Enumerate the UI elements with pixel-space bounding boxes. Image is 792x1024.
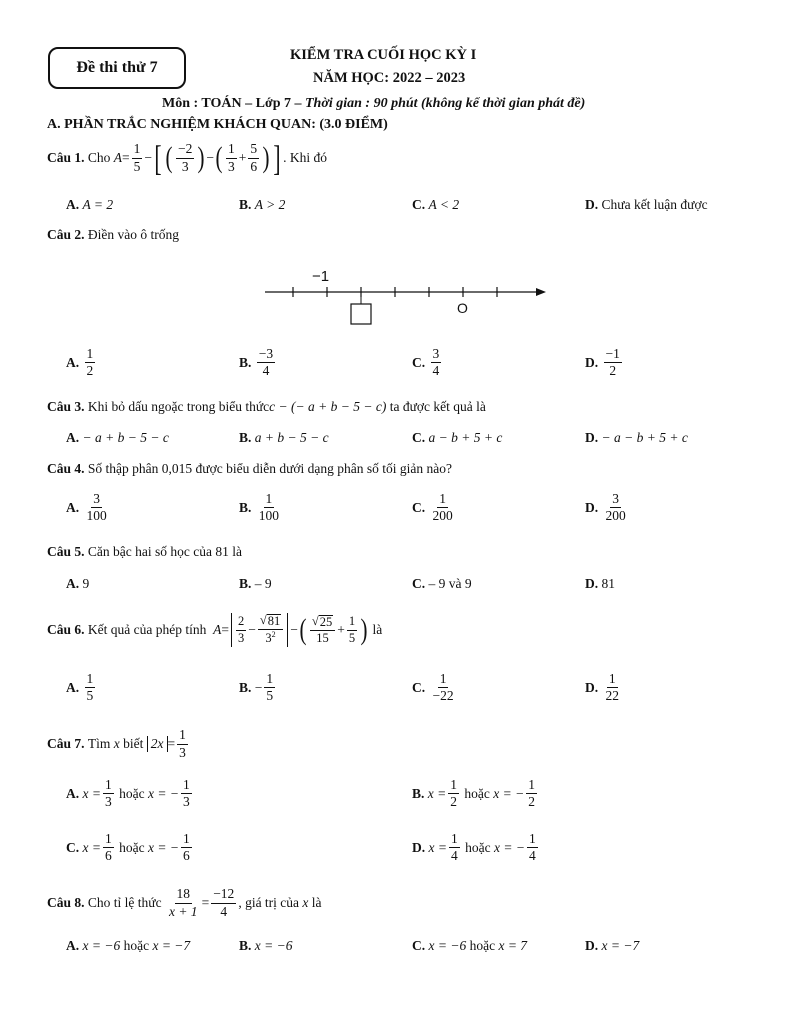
q2-option-c[interactable]: C. $\frac{3}{4}$: [412, 346, 440, 379]
math-var: A: [113, 150, 123, 165]
question-label: Câu 6.: [47, 622, 85, 637]
question-2: [47, 227, 179, 243]
q6-option-b[interactable]: B. − $\frac{1}{5}$: [239, 671, 274, 704]
q7-option-d[interactable]: D. x = $\frac{1}{4}$ hoặc x = − $\frac{1}{4}$: [412, 831, 536, 864]
q4-option-a[interactable]: A. $\frac{3}{100}$: [66, 491, 107, 524]
question-text-end: ta được kết quả là: [389, 399, 486, 414]
question-label: Câu 3.: [47, 399, 85, 414]
question-label: Câu 5.: [47, 544, 85, 559]
q1-option-d[interactable]: D. Chưa kết luận được: [585, 197, 708, 212]
question-text-end: là: [372, 622, 383, 637]
question-label: Câu 2.: [47, 227, 85, 242]
q7-option-c[interactable]: C. x = $\frac{1}{6}$ hoặc x = − $\frac{1}{6}$: [66, 831, 190, 864]
subject: Môn : TOÁN – Lớp 7 –: [162, 96, 305, 111]
q4-option-b[interactable]: B. $\frac{1}{100}$: [239, 491, 280, 524]
question-7: Câu 7. Tìm x biết 2x = $\frac{1}{3}$: [47, 727, 186, 760]
minus-one-label: −1: [312, 268, 330, 285]
q8-option-d[interactable]: D. x = −7: [585, 938, 640, 953]
section-title: A. PHẦN TRẮC NGHIỆM KHÁCH QUAN: (3.0 ĐIỂM): [47, 117, 388, 132]
q6-option-a[interactable]: A. $\frac{1}{5}$: [66, 671, 94, 704]
q3-option-c[interactable]: C. a − b + 5 + c: [412, 430, 503, 445]
q8-option-c[interactable]: C. x = −6 hoặc x = 7: [412, 938, 528, 953]
q5-option-b[interactable]: B. – 9: [239, 576, 272, 591]
exam-year: NĂM HỌC: 2022 – 2023: [313, 70, 466, 86]
question-6: Câu 6. Kết quả của phép tính A = $\frac{2}{3}$ − √ 81 $3^2$ − ( √ 25 15 + $\frac{1}{5}$ ) là: [47, 613, 383, 646]
exam-title: KIỂM TRA CUỐI HỌC KỲ I: [290, 47, 477, 63]
q5-option-d[interactable]: D. 81: [585, 576, 615, 591]
q6-option-c[interactable]: C. $\frac{1}{-22}$: [412, 671, 454, 704]
q1-option-b[interactable]: B. A > 2: [239, 197, 286, 212]
question-text: Kết quả của phép tính: [87, 622, 207, 637]
fraction: $\frac{1}{5}$: [133, 141, 141, 174]
q8-option-b[interactable]: B. x = −6: [239, 938, 293, 953]
exam-badge: Đề thi thử 7: [48, 47, 186, 89]
q5-option-c[interactable]: C. – 9 và 9: [412, 576, 472, 591]
q7-option-b[interactable]: B. x = $\frac{1}{2}$ hoặc x = − $\frac{1}{2}$: [412, 777, 535, 810]
q5-option-a[interactable]: A. 9: [66, 576, 90, 591]
q4-option-d[interactable]: D. $\frac{3}{200}$: [585, 491, 626, 524]
q8-option-a[interactable]: A. x = −6 hoặc x = −7: [66, 938, 191, 953]
question-8: Câu 8. Cho tỉ lệ thức $\frac{18}{x + 1}$ = $\frac{-12}{4}$ , giá trị của x là: [47, 886, 322, 919]
fraction: $\frac{5}{6}$: [250, 141, 258, 174]
q7-option-a[interactable]: A. x = $\frac{1}{3}$ hoặc x = − $\frac{1}{3}$: [66, 777, 190, 810]
fraction: $\frac{-2}{3}$: [178, 141, 193, 174]
q1-option-a[interactable]: A. A = 2: [66, 197, 114, 212]
number-line-figure: [260, 262, 560, 332]
question-1: Câu 1. Cho A = $\frac{1}{5}$ − [ ( $\frac{-2}{3}$ ) − ( $\frac{1}{3}$ + $\frac{5}{6}$ ) ] . Khi đó: [47, 138, 328, 178]
q3-option-a[interactable]: A. − a + b − 5 − c: [66, 430, 169, 445]
q2-option-d[interactable]: D. $\frac{-1}{2}$: [585, 346, 620, 379]
q3-option-b[interactable]: B. a + b − 5 − c: [239, 430, 329, 445]
question-5: [47, 544, 242, 560]
exam-subject-line: [162, 96, 585, 112]
q6-option-d[interactable]: D. $\frac{1}{22}$: [585, 671, 619, 704]
q2-option-a[interactable]: A. $\frac{1}{2}$: [66, 346, 94, 379]
math-eq: =: [122, 150, 130, 165]
q3-option-d[interactable]: D. − a − b + 5 + c: [585, 430, 688, 445]
origin-label: O: [457, 300, 468, 316]
question-label: Câu 8.: [47, 895, 85, 910]
fraction: $\frac{1}{3}$: [228, 141, 235, 174]
question-text: Số thập phân 0,015 được biểu diễn dưới dạng phân số tối giản nào?: [87, 461, 452, 476]
q4-option-c[interactable]: C. $\frac{1}{200}$: [412, 491, 453, 524]
question-text-end: . Khi đó: [283, 150, 328, 165]
question-label: Câu 4.: [47, 461, 85, 476]
question-text: Căn bậc hai số học của 81 là: [87, 544, 242, 559]
time-limit: Thời gian : 90 phút (không kể thời gian phát đề): [304, 96, 586, 111]
axis-arrow: [536, 288, 546, 296]
q2-option-b[interactable]: B. $\frac{-3}{4}$: [239, 346, 274, 379]
question-label: Câu 1.: [47, 150, 85, 165]
question-3: [47, 399, 486, 415]
question-text: Khi bỏ dấu ngoặc trong biểu thức: [87, 399, 270, 414]
question-label: Câu 7.: [47, 736, 85, 751]
blank-box[interactable]: [351, 304, 371, 324]
q1-option-c[interactable]: C. A < 2: [412, 197, 460, 212]
expression: c − (− a + b − 5 − c): [269, 399, 387, 414]
question-text: Điền vào ô trống: [87, 227, 179, 242]
question-4: [47, 461, 452, 477]
question-text: Cho: [87, 150, 111, 165]
abs-value: 2x: [147, 736, 168, 752]
